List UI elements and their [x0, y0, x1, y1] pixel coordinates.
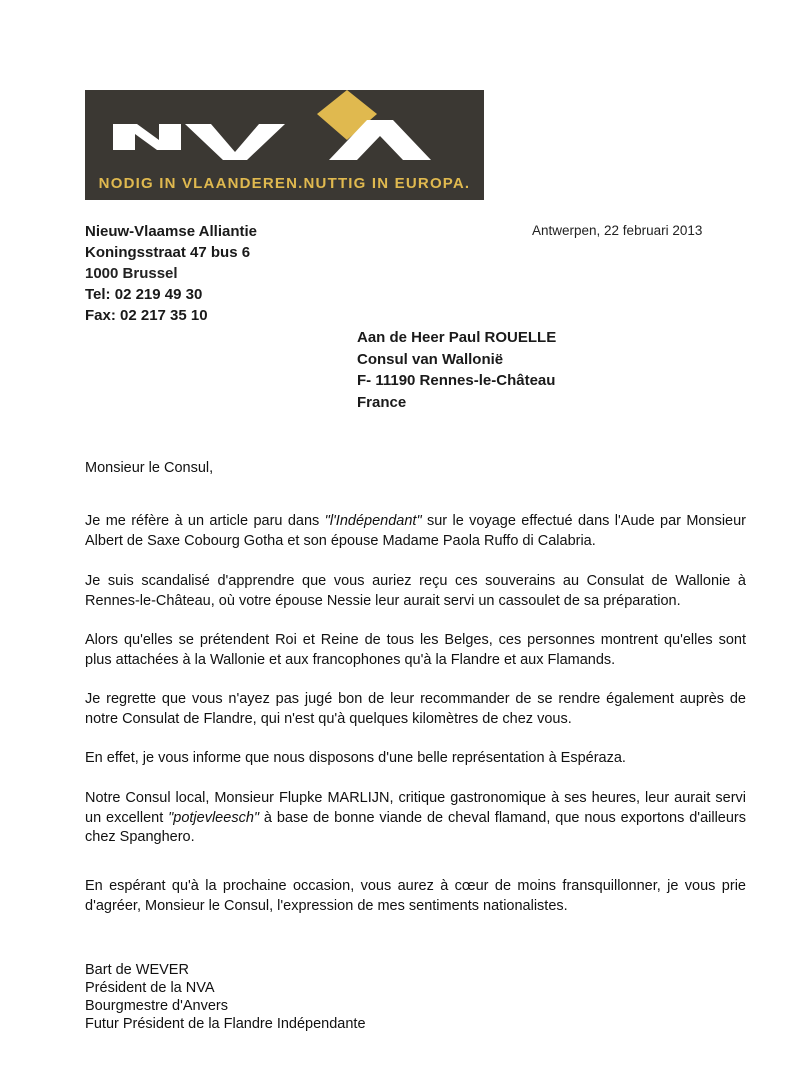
dish-name: "potjevleesch": [168, 809, 260, 826]
paragraph-5: En effet, je vous informe que nous disposons d'une belle représentation à Espéraza.: [85, 750, 626, 766]
recipient-line-4: France: [357, 393, 407, 411]
signatory-title-2: Bourgmestre d'Anvers: [85, 998, 228, 1014]
letter-date: Antwerpen, 22 februari 2013: [532, 223, 703, 238]
signatory-title-3: Futur Président de la Flandre Indépendante: [85, 1016, 366, 1032]
sender-address-block: [85, 221, 257, 326]
sender-name: Nieuw-Vlaamse Alliantie: [85, 223, 258, 240]
sender-street: Koningsstraat 47 bus 6: [85, 244, 251, 261]
newspaper-title: "l'Indépendant": [324, 513, 422, 529]
paragraph-4: Je regrette que vous n'ayez pas jugé bon de leur recommander de se rendre également auprès de notre Consulat de Flandre, qui n'est qu'à quelques kilomètres de chez vous.: [85, 691, 746, 727]
signature-block: [85, 961, 366, 1033]
recipient-line-1: Aan de Heer Paul ROUELLE: [357, 329, 557, 346]
nva-logo: [85, 90, 484, 200]
paragraph-7: En espérant qu'à la prochaine occasion, vous aurez à cœur de moins fransquillonner, je vous prie d'agréer, Monsieur le Consul, l'expression de mes sentiments nationalistes.: [85, 878, 746, 914]
recipient-line-3: F- 11190 Rennes-le-Château: [357, 372, 556, 389]
logo-slogan: NODIG IN VLAANDEREN.NUTTIG IN EUROPA.: [98, 175, 471, 192]
signatory-title-1: Président de la NVA: [85, 980, 215, 996]
recipient-line-2: Consul van Wallonië: [357, 350, 504, 368]
sender-city: 1000 Brussel: [85, 265, 178, 282]
sender-fax: Fax: 02 217 35 10: [85, 307, 208, 324]
recipient-address-block: [357, 327, 556, 413]
salutation: Monsieur le Consul,: [85, 460, 214, 476]
paragraph-1: Je me réfère à un article paru dans "l'Indépendant" sur le voyage effectué dans l'Aude par Monsieur Albert de Saxe Cobourg Gotha et son épouse Madame Paola Ruffo di Calabria.: [85, 513, 746, 549]
sender-tel: Tel: 02 219 49 30: [85, 286, 203, 303]
paragraph-3: Alors qu'elles se prétendent Roi et Reine de tous les Belges, ces personnes montrent qu'elles sont plus attachées à la Wallonie et aux francophones qu'à la Flandre et aux Flamands.: [85, 632, 746, 668]
paragraph-2: Je suis scandalisé d'apprendre que vous auriez reçu ces souverains au Consulat de Wallonie à Rennes-le-Château, où votre épouse Nessie leur aurait servi un cassoulet de sa préparation.: [85, 573, 746, 609]
paragraph-6: Notre Consul local, Monsieur Flupke MARLIJN, critique gastronomique à ses heures, leur aurait servi un excellent "potjevleesch" à base de bonne viande de cheval flamand, que nous exportons d'ailleurs chez Spanghero.: [85, 790, 747, 845]
signatory-name: Bart de WEVER: [85, 962, 189, 978]
